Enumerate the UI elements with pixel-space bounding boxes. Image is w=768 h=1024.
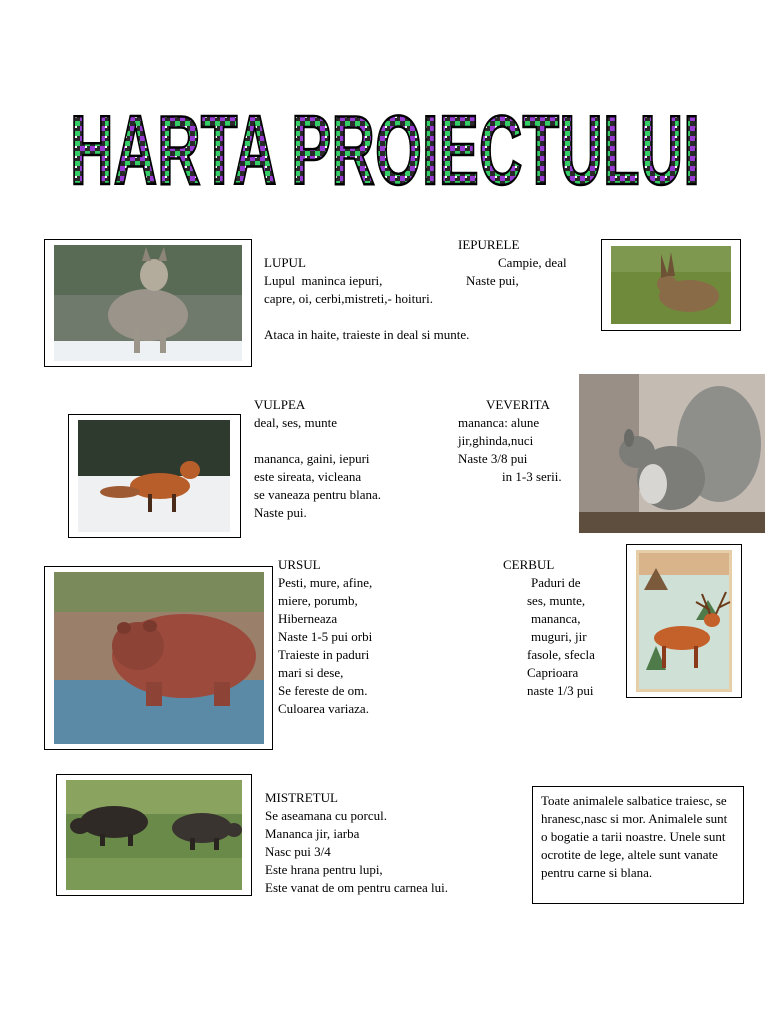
cerbul-line-2: ses, munte, [527, 593, 586, 608]
vulpea-line-5: se vaneaza pentru blana. [254, 487, 382, 502]
ursul-line-8: Culoarea variaza. [278, 701, 369, 716]
cerbul-line-5: fasole, sfecla [527, 647, 595, 662]
vulpea-line-3: mananca, gaini, iepuri [254, 451, 370, 466]
mistretul-line-2: Mananca jir, iarba [265, 826, 360, 841]
cerbul-line-1: Paduri de [531, 575, 581, 590]
lupul-line-1: Lupul maninca iepuri, [264, 273, 383, 288]
ursul-line-3: Hiberneaza [278, 611, 338, 626]
vulpea-line-1: deal, ses, munte [254, 415, 338, 430]
veverita-line-1: mananca: alune [458, 415, 540, 430]
boar-photo [66, 780, 242, 890]
lupul-name: LUPUL [264, 255, 306, 270]
veverita-name: VEVERITA [486, 397, 550, 412]
ursul-line-6: mari si dese, [278, 665, 344, 680]
lupul-line-4: Ataca in haite, traieste in deal si munte. [264, 327, 470, 342]
lupul-line-2: capre, oi, cerbi,mistreti,- hoituri. [264, 291, 433, 306]
mistretul-line-4: Este hrana pentru lupi, [265, 862, 383, 877]
cerbul-line-6: Caprioara [527, 665, 579, 680]
iepurele-name: IEPURELE [458, 237, 520, 252]
deer-stamp [636, 550, 732, 692]
veverita-line-4: in 1-3 serii. [502, 469, 562, 484]
summary-note: Toate animalele salbatice traiesc, se hranesc,nasc si mor. Animalele sunt o bogatie a tarii noastre. Unele sunt ocrotite de lege, altele sunt vanate pentru carne si blana. [532, 786, 744, 904]
ursul-line-1: Pesti, mure, afine, [278, 575, 373, 590]
cerbul-line-4: muguri, jir [531, 629, 587, 644]
vulpea-name: VULPEA [254, 397, 306, 412]
page-title [60, 96, 710, 196]
mistretul-line-3: Nasc pui 3/4 [265, 844, 331, 859]
ursul-line-4: Naste 1-5 pui orbi [278, 629, 373, 644]
iepurele-line-1: Campie, deal [498, 255, 567, 270]
fox-photo [78, 420, 230, 532]
wolf-photo [54, 245, 242, 361]
veverita-line-3: Naste 3/8 pui [458, 451, 528, 466]
veverita-line-2: jir,ghinda,nuci [458, 433, 534, 448]
bear-photo [54, 572, 264, 744]
vulpea-line-4: este sireata, vicleana [254, 469, 362, 484]
mistretul-line-1: Se aseamana cu porcul. [265, 808, 388, 823]
squirrel-photo [579, 374, 765, 533]
cerbul-name: CERBUL [503, 557, 555, 572]
mistretul-name: MISTRETUL [265, 790, 338, 805]
cerbul-line-3: mananca, [531, 611, 581, 626]
mistretul-line-5: Este vanat de om pentru carnea lui. [265, 880, 449, 895]
vulpea-line-6: Naste pui. [254, 505, 307, 520]
iepurele-line-2: Naste pui, [466, 273, 519, 288]
ursul-line-5: Traieste in paduri [278, 647, 370, 662]
hare-photo [611, 246, 731, 324]
cerbul-line-7: naste 1/3 pui [527, 683, 594, 698]
ursul-line-7: Se fereste de om. [278, 683, 368, 698]
ursul-line-2: miere, porumb, [278, 593, 358, 608]
ursul-name: URSUL [278, 557, 321, 572]
page-title-text: HARTA PROIECTULUI [70, 96, 700, 196]
